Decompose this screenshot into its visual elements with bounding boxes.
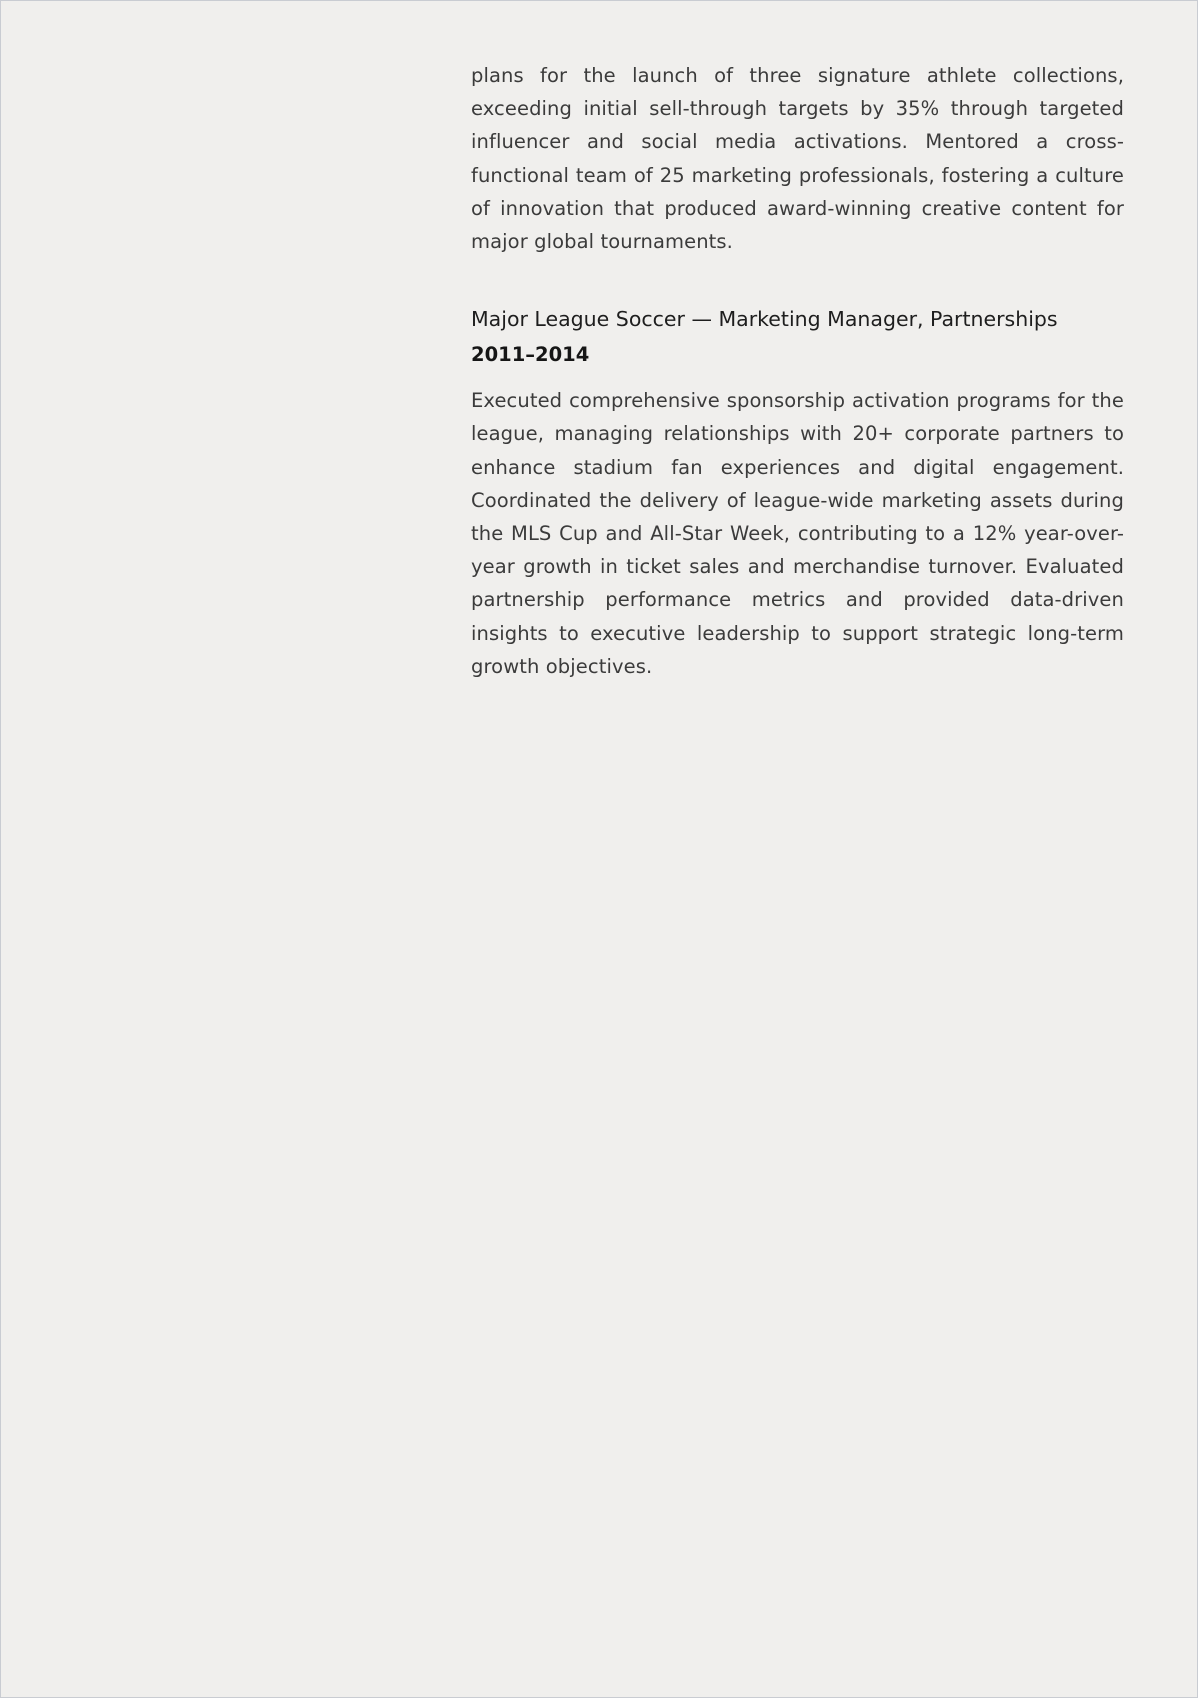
job-description: Executed comprehensive sponsorship activation programs for the league, managing relationships with 20+ corporate partners to enhance stadium fan experiences and digital engagement. Coordinated the delivery of league-wide marketing assets during the MLS Cup and All-Star Week, contributing to a 12% year-over-year growth in ticket sales and merchandise turnover. Evaluated partnership performance metrics and provided data-driven insights to executive leadership to support strategic long-term growth objectives. xyxy=(471,389,1124,678)
experience-entry xyxy=(471,304,1124,683)
experience-column xyxy=(471,59,1124,683)
job-years: 2011–2014 xyxy=(471,343,590,367)
job-title: Major League Soccer — Marketing Manager, Partnerships xyxy=(471,307,1058,332)
previous-role-description: plans for the launch of three signature athlete collections, exceeding initial sell-through targets by 35% through targeted influencer and social media activations. Mentored a cross-functional team of 25 marketing professionals, fostering a culture of innovation that produced award-winning creative content for major global tournaments. xyxy=(471,64,1124,254)
